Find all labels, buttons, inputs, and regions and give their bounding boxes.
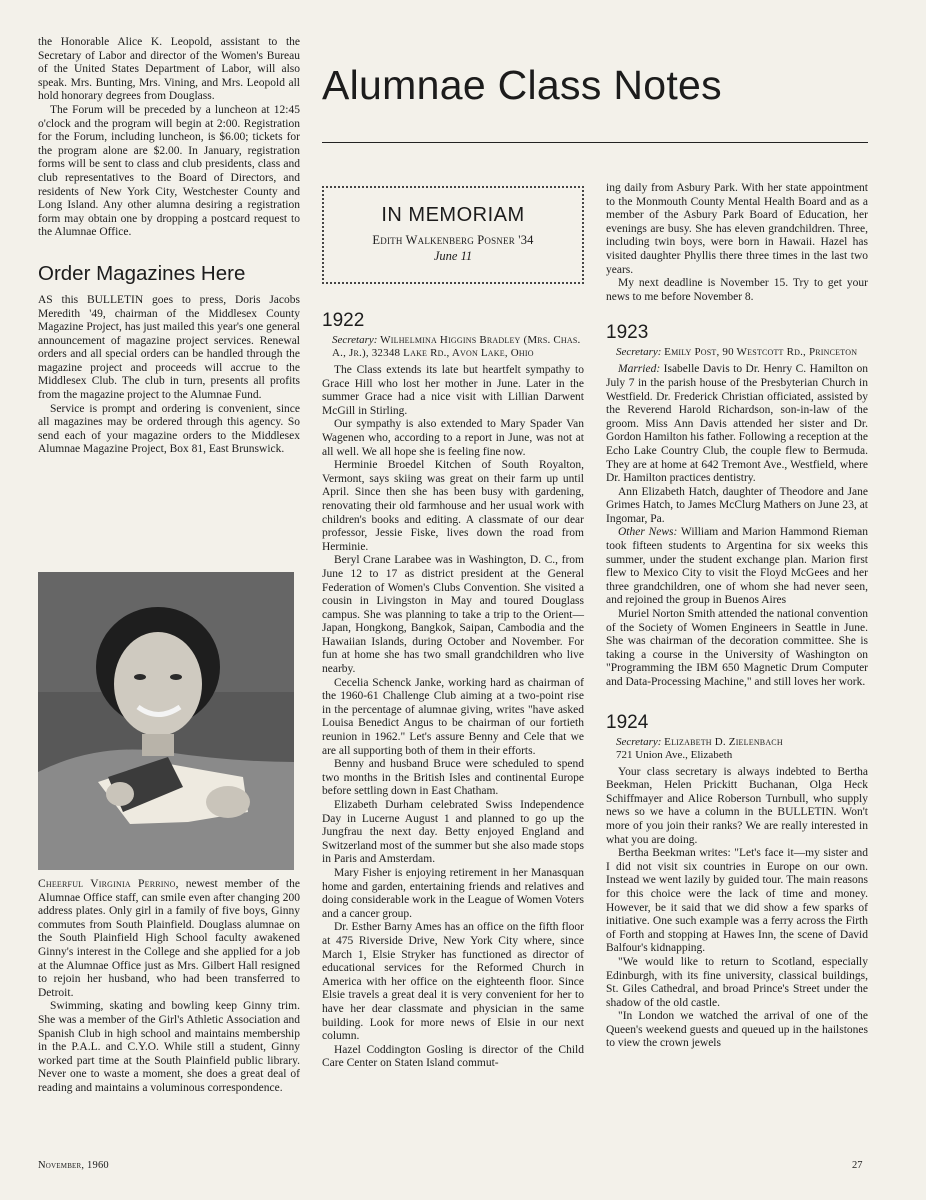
photo-virginia-perrino (38, 572, 294, 870)
magazines-heading: Order Magazines Here (38, 261, 246, 285)
class-1922-paragraph: Dr. Esther Barny Ames has an office on the fifth floor at 475 Riverside Drive, New York City where, since March 1, Elsie Stryker has functioned as director of educational services for the Reformed Church in America with her office on the eighteenth floor. Since Elsie travels a great deal it is very convenient for her to have her dear classmate and physician in the same building. Look for more news of Elsie in our next column. (322, 921, 584, 1043)
class-year-1922: 1922 (322, 310, 365, 331)
continued-paragraph: ing daily from Asbury Park. With her state appointment to the Monmouth County Mental Health Board and as a member of the Asbury Park Board of Education, her evenings are busy. She has eleven grandchildren. Three, including twin boys, were born in Hawaii. Hazel has visited daughter Phyllis there three times in the last two years. (606, 182, 868, 276)
class-1924-paragraph: Bertha Beekman writes: "Let's face it—my sister and I did not visit six countries in Europe on our own. Instead we went lazily by guided tour. The main reasons for this choice were the lack of time and money. However, be it said that we did show a few sparks of initiative. One such example was a ferry across the Firth of Forth and stopping at Hawes Inn, the scene of David Balfour's kidnapping. (606, 847, 868, 955)
memoriam-title: IN MEMORIAM (381, 204, 525, 226)
hatch-paragraph: Ann Elizabeth Hatch, daughter of Theodore and Jane Grimes Hatch, to James McClurg Mathers on June 23, at Ingomar, Pa. (606, 485, 868, 525)
class-1924-paragraph: Your class secretary is always indebted to Bertha Beekman, Helen Prickitt Buchanan, Olga Heck Schiffmayer and Alice Roberson Turnbull, who supply news so we have a column in the BULLETIN. Won't more of you join their ranks? We are really interested in what you are doing. (606, 765, 868, 846)
class-year-1924: 1924 (606, 711, 649, 733)
footer-date: November, 1960 (38, 1160, 109, 1171)
other-news-text: William and Marion Hammond Rieman took fifteen students to Argentina for six weeks this summer, under the student exchange plan. Marion first flew to Mexico City to visit the Floyd McGees and her three grandchildren, one of whom she had never seen, and rejoined the group in Buenos Aires (606, 526, 868, 607)
forum-paragraph-2: The Forum will be preceded by a luncheon at 12:45 o'clock and the program will begin at 2:00. Registration for the Forum, including luncheon, is $6.00; tickets for the program alone are $2.00. In January, registration forms will be sent to class and club presidents, class and club representatives to the Board of Directors, and residents of New York City, Westchester County and Long Island. Any other alumna desiring a registration form may obtain one by dropping a postcard request to the Alumnae Office. (38, 103, 300, 239)
class-year-1923: 1923 (606, 322, 649, 344)
memoriam-name: Edith Walkenberg Posner '34 (372, 233, 534, 247)
portrait-image (38, 572, 294, 870)
class-1922-paragraph: Cecelia Schenck Janke, working hard as chairman of the 1960-61 Challenge Club aiming at a two-point rise in the percentage of alumnae giving, writes "have asked Louisa Benedict Angus to be chairman of our fortieth reunion in 1962." Let's assure Benny and Cele that we are all supporting both of them in their efforts. (322, 676, 584, 757)
secretary-address-1924: 721 Union Ave., Elizabeth (616, 748, 733, 761)
middle-column (322, 310, 584, 1071)
forum-paragraph-1: the Honorable Alice K. Leopold, assistant to the Secretary of Labor and director of the Women's Bureau of the United States Department of Labor, will also speak. Mrs. Bunting, Mrs. Vining, and Mrs. Leopold all hold honorary degrees from Douglass. (38, 36, 300, 103)
magazines-paragraph-2: Service is prompt and ordering is convenient, since all magazines may be ordered through this agency. So send each of your magazine orders to the Middlesex Alumnae Magazine Project, Box 81, East Brunswick. (38, 402, 300, 456)
right-column (606, 182, 868, 1051)
memoriam-date: June 11 (433, 249, 473, 263)
class-1922-paragraph: Elizabeth Durham celebrated Swiss Independence Day in Lucerne August 1 and planned to go up the Jungfrau the next day. Betty enjoyed England and Switzerland most of the summer but she also made stops in Paris and Amsterdam. (322, 799, 584, 866)
secretary-1924 (606, 736, 868, 749)
photo-caption (38, 878, 300, 1096)
class-1922-paragraph: Mary Fisher is enjoying retirement in her Manasquan home and garden, entertaining friends and relatives and doing considerable work in the League of Women Voters and a cancer group. (322, 866, 584, 920)
deadline-paragraph: My next deadline is November 15. Try to get your news to me before November 8. (606, 277, 868, 303)
secretary-label: Secretary: (616, 735, 662, 748)
page-title: Alumnae Class Notes (322, 62, 722, 108)
class-1922-paragraph: Beryl Crane Larabee was in Washington, D. C., from June 12 to 17 as district president at the General Federation of Women's Clubs Convention. She visited a cousin in Livingston in May and toured Douglass campus. She was planning to take a trip to the Orient—Japan, Hongkong, Bangkok, Saipan, Cambodia and the Hawaiian Islands, during October and November. For fun at home she has two small grandchildren who live nearby. (322, 554, 584, 676)
married-paragraph (606, 363, 868, 485)
class-1922-paragraph: Our sympathy is also extended to Mary Spader Van Wagenen who, according to a report in June, was not at all well. We all hope she is feeling fine now. (322, 418, 584, 458)
title-rule (322, 142, 868, 143)
married-text: Isabelle Davis to Dr. Henry C. Hamilton on July 7 in the parish house of the Presbyterian Church in Westfield. Dr. Frederick Christian officiated, assisted by the Reverend Harold Richardson, son-in-law of the groom. Miss Ann Davis attended her sister and Dr. Gordon Hamilton his father. Following a reception at the Echo Lake Country Club, the couple flew to Bermuda. They are at home at 642 Tremont Ave., Westfield, where Dr. Hamilton practices dentistry. (606, 363, 868, 485)
other-news-paragraph (606, 526, 868, 608)
secretary-label: Secretary: (332, 334, 378, 346)
class-1924-paragraph: "We would like to return to Scotland, especially Edinburgh, with its fine university, classical buildings, St. Giles Cathedral, and broad Prince's Street under the shadow of the old castle. (606, 955, 868, 1009)
class-1924-paragraph: "In London we watched the arrival of one of the Queen's weekend guests and queued up in the hailstones to view the crown jewels (606, 1010, 868, 1050)
memoriam-box (322, 186, 584, 284)
other-news-label: Other News: (618, 526, 678, 539)
smith-paragraph: Muriel Norton Smith attended the national convention of the Society of Women Engineers in Seattle in June. She was chairman of the decoration committee. She is taking a course in the University of Washington on "Programming the IBM 650 Magnetic Drum Computer and Data-Processing Machine," and still loves her work. (606, 608, 868, 688)
caption-name: Cheerful Virginia Perrino, (38, 878, 179, 890)
class-1922-paragraph: The Class extends its late but heartfelt sympathy to Grace Hill who lost her mother in June. Later in the summer Grace had a nice visit with Lillian Darwent McGill in Stirling. (322, 364, 584, 417)
married-label: Married: (618, 363, 661, 376)
class-1922-paragraph: Hazel Coddington Gosling is director of the Child Care Center on Staten Island commut- (322, 1043, 584, 1070)
secretary-name: Wilhelmina Higgins Bradley (Mrs. Chas. A., Jr.), 32348 Lake Rd., Avon Lake, Ohio (332, 334, 581, 359)
secretary-name: Elizabeth D. Zielenbach (664, 735, 783, 748)
magazines-paragraph-1: AS this BULLETIN goes to press, Doris Jacobs Meredith '49, chairman of the Middlesex County Magazine Project, has just mailed this year's one general announcement of magazine project services. Renewal orders and all special orders can be handled through the magazine project and proceeds will accrue to the Middlesex Club. The club in turn, presents all profits from the magazine project to the Alumnae Fund. (38, 293, 300, 402)
secretary-name: Emily Post, 90 Westcott Rd., Princeton (664, 346, 858, 359)
page-number: 27 (852, 1160, 863, 1171)
secretary-1923 (606, 346, 868, 359)
caption-paragraph-2: Swimming, skating and bowling keep Ginny trim. She was a member of the Girl's Athletic Association and Spanish Club in high school and maintains membership in the P.A.L. and C.Y.O. While still a student, Ginny worked part time at the South Plainfield public library. Never one to waste a moment, she does a great deal of reading and maintains a voluminous correspondence. (38, 1000, 300, 1094)
left-column (38, 36, 300, 457)
class-1922-paragraph: Herminie Broedel Kitchen of South Royalton, Vermont, says skiing was great on their farm up until April. Since then she has been busy with gardening, renovating their old farmhouse and her usual work with children's books and editing. A classmate of our dear professor, Jessie Fiske, lives down the road from Herminie. (322, 459, 584, 553)
secretary-1922 (322, 334, 584, 360)
class-1922-paragraph: Benny and husband Bruce were scheduled to spend two months in the British Isles and continental Europe before settling down in East Chatham. (322, 758, 584, 798)
caption-paragraph-1 (38, 878, 300, 1000)
caption-text: newest member of the Alumnae Office staff, can smile even after changing 200 address plates. Only girl in a family of five boys, Ginny commutes from South Plainfield. Douglass alumnae on the South Plainfield High School faculty awakened Ginny's interest in the College and she applied for a job at the Alumnae Office just as Mrs. Gilbert Hall resigned to rejoin her husband, who had been transferred to Detroit. (38, 878, 300, 999)
secretary-label: Secretary: (616, 346, 662, 359)
